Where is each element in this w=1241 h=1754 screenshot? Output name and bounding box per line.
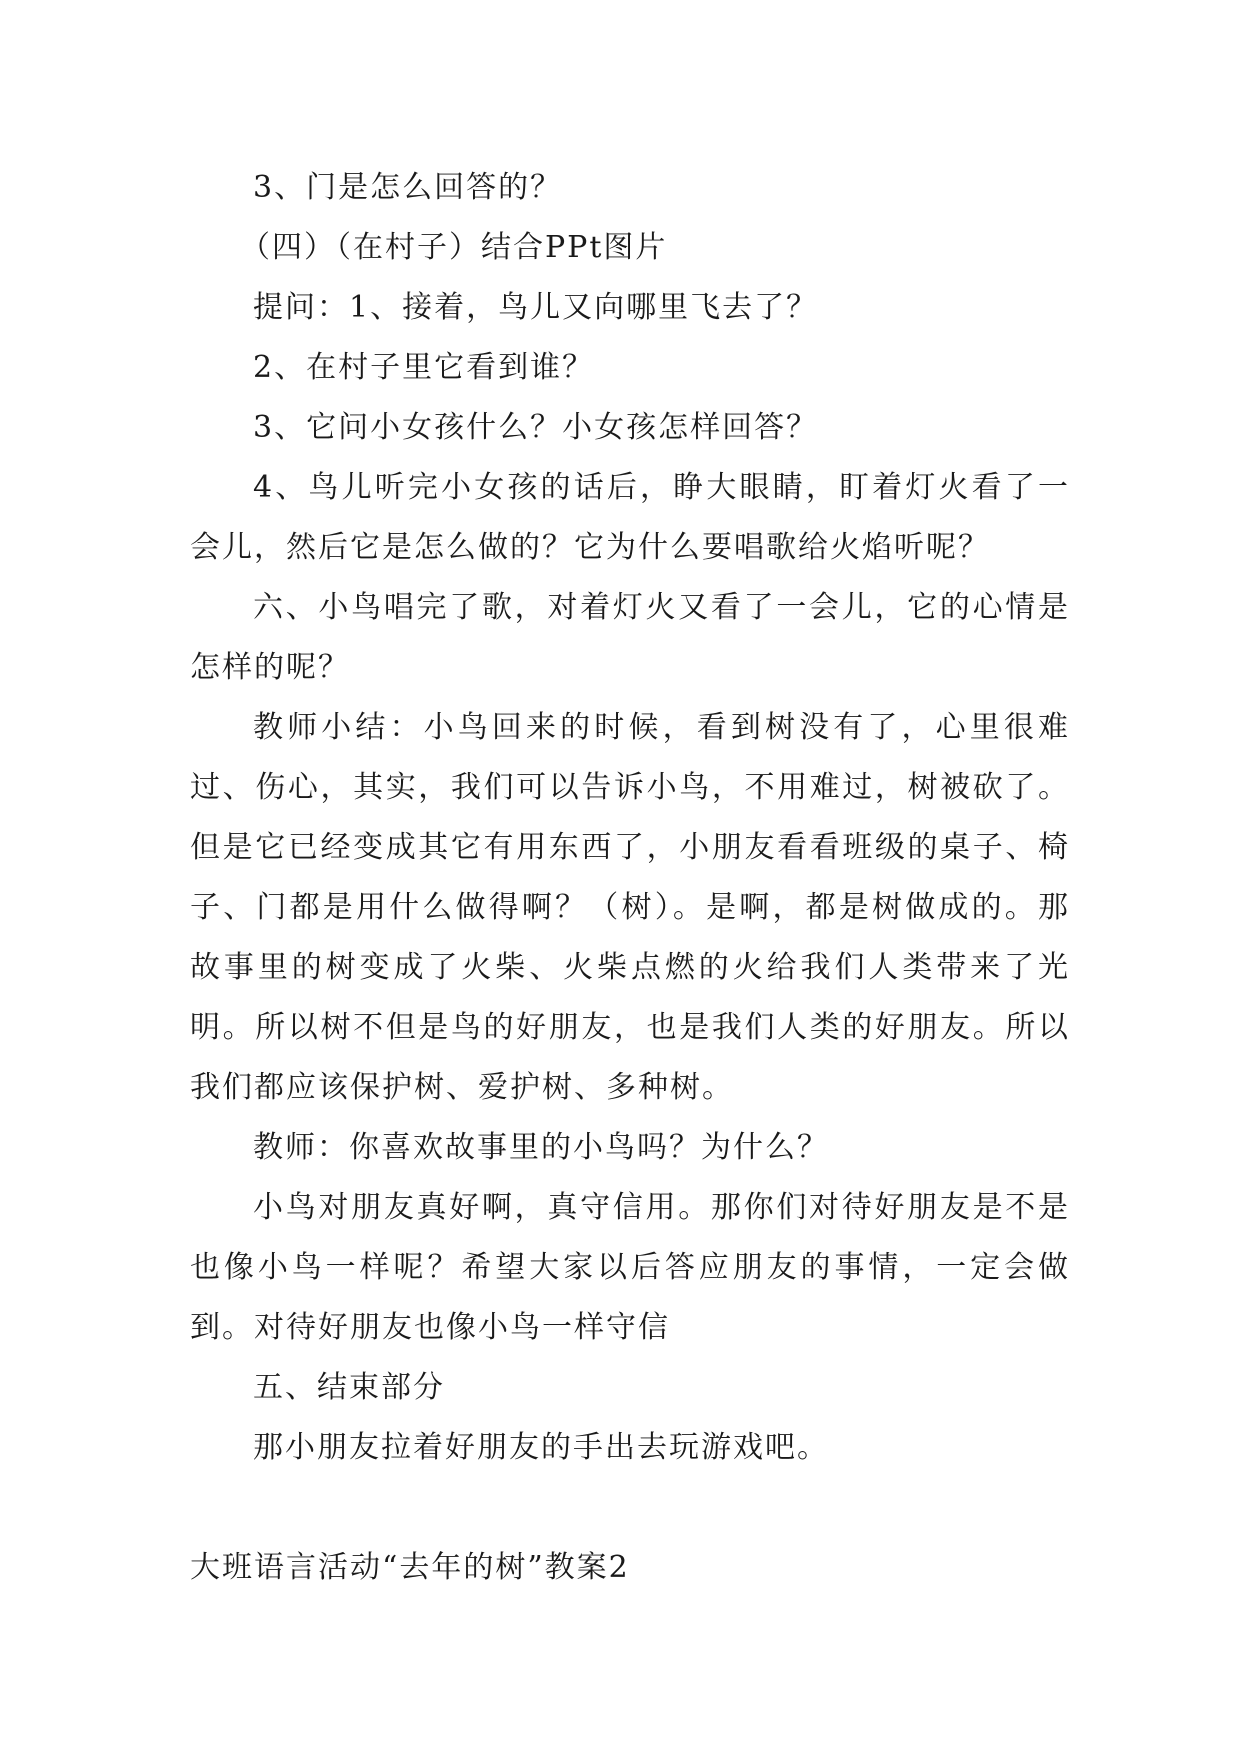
paragraph-6: 4、鸟儿听完小女孩的话后，睁大眼睛，盯着灯火看了一会儿，然后它是怎么做的？它为什么要唱歌给火焰听呢？ xyxy=(190,470,1070,565)
paragraph-8: 教师小结：小鸟回来的时候，看到树没有了，心里很难过、伤心，其实，我们可以告诉小鸟，不用难过，树被砍了。但是它已经变成其它有用东西了，小朋友看看班级的桌子、椅子、门都是用什么做得啊？（树）。是啊，都是树做成的。那故事里的树变成了火柴、火柴点燃的火给我们人类带来了光明。所以树不但是鸟的好朋友，也是我们人类的好朋友。所以我们都应该保护树、爱护树、多种树。 xyxy=(190,710,1070,1105)
paragraph-11: 五、结束部分 xyxy=(253,1370,445,1405)
paragraph-3: 提问：1、接着，鸟儿又向哪里飞去了？ xyxy=(253,290,819,325)
section-title: 大班语言活动“去年的树”教案2 xyxy=(190,1550,630,1585)
paragraph-12: 那小朋友拉着好朋友的手出去玩游戏吧。 xyxy=(253,1430,829,1465)
paragraph-10: 小鸟对朋友真好啊，真守信用。那你们对待好朋友是不是也像小鸟一样呢？希望大家以后答应朋友的事情，一定会做到。对待好朋友也像小鸟一样守信 xyxy=(190,1190,1070,1345)
paragraph-9: 教师：你喜欢故事里的小鸟吗？为什么？ xyxy=(253,1130,829,1165)
paragraph-7: 六、小鸟唱完了歌，对着灯火又看了一会儿，它的心情是怎样的呢？ xyxy=(190,590,1070,685)
paragraph-5: 3、它问小女孩什么？小女孩怎样回答？ xyxy=(253,410,819,445)
paragraph-2: （四）（在村子）结合PPt图片 xyxy=(240,230,668,265)
document-body xyxy=(190,158,1070,1598)
paragraph-4: 2、在村子里它看到谁？ xyxy=(253,350,595,385)
paragraph-1: 3、门是怎么回答的？ xyxy=(253,170,563,205)
